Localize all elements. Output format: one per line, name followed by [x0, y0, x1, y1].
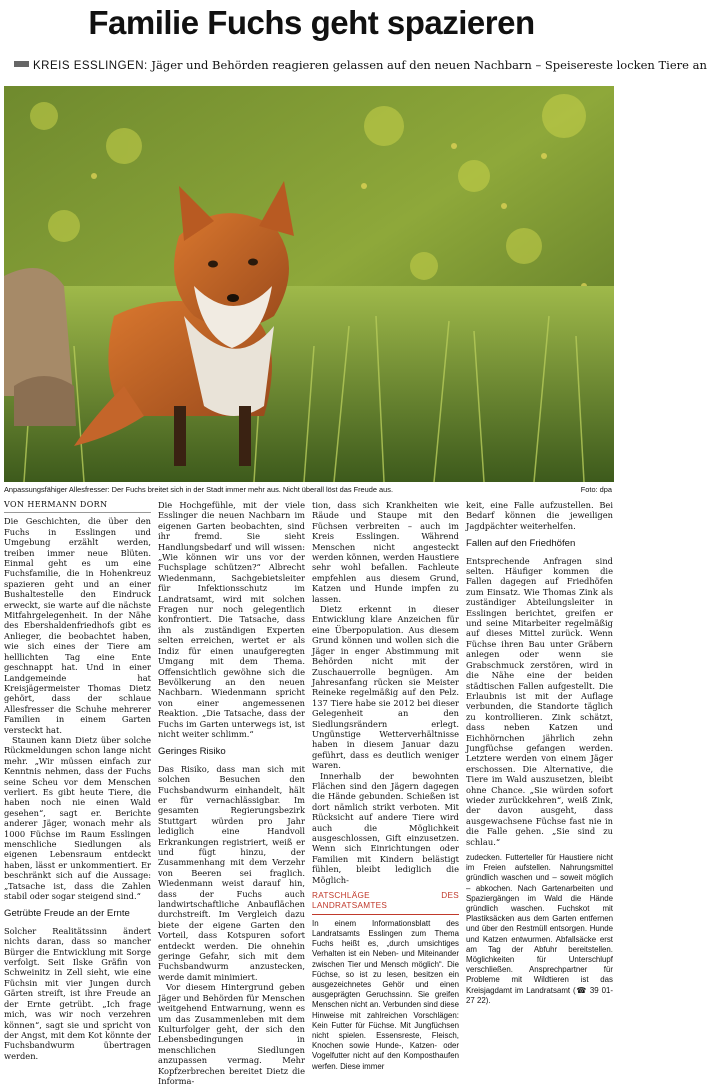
fox-photo [4, 86, 614, 482]
info-box-text: In einem Informationsblatt des Landratsamts Esslingen zum Thema Fuchs heißt es, „durch umsichtiges Verhalten ist ein Neben- und Miteinander zwischen Tier und Mensch möglich“. Die Füchse, so ist zu lesen, besitzen ein ausgezeichnetes Gehör und einen ausgeprägten Geruchssinn. Sie greifen Menschen nicht an. Verbunden sind diese Hinweise mit zahlreichen Vorschlägen: Kein Futter für Füchse. Mit Jungfüchsen nicht spielen. Essensreste, Fleisch, Knochen sowie Hunde-, Katzen- oder Vogelfutter nicht auf den Komposthaufen werfen. Diese immer [312, 918, 459, 1071]
subline-bar-icon [14, 61, 29, 67]
paragraph: Dietz erkennt in dieser Entwicklung klare Anzeichen für eine Überpopulation. Aus diesem Grund können und wollen sich die Jäger in enger Abstimmung mit Behörden nicht mit der Zuschauerrolle begnügen. Am Jahresanfang rücken sie Meister Reineke regelmäßig auf den Pelz. 137 Tiere habe sie 2012 bei dieser Gelegenheit an den Siedlungsrändern erlegt. Ungünstige Wetterverhältnisse haben in diesem Januar dazu geführt, dass es deutlich weniger waren. [312, 604, 459, 771]
paragraph: Innerhalb der bewohnten Flächen sind den Jägern dagegen die Hände gebunden. Schießen ist dort nämlich strikt verboten. Mit Rücksicht auf andere Tiere wird auch die Möglichkeit ausgeschlossen, Gift einzusetzen. Wenn sich Einrichtungen oder Familien mit Kindern belästigt fühlen, bleibt lediglich die Möglich- [312, 770, 459, 885]
paragraph: keit, eine Falle aufzustellen. Bei Bedarf können die jeweiligen Jagdpächter weiterhelfen. [466, 500, 613, 531]
paragraph: Die Hochgefühle, mit der viele Esslinger die neuen Nachbarn im eigenen Garten beobachten, sind ihr fremd. Sie sieht Handlungsbedarf und will wissen: „Wie können wir uns vor der Fuchsplage schützen?“ Albrecht Wiedenmann, Sachgebietsleiter für Infektionsschutz im Landratsamt, wird mit solchen Fragen nur noch gelegentlich konfrontiert. Die Tatsache, dass ihn als zuständigen Experten selten erreichen, wertet er als Indiz für einen unaufgeregten Umgang mit dem Thema. Offensichtlich gewöhne sich die Bevölkerung an den neuen Nachbarn. Wiedenmann spricht von einer angemessenen Reaktion. „Die Tatsache, dass der Fuchs im Garten unterwegs ist, ist nicht weiter schlimm.“ [158, 500, 305, 739]
caption-text: Anpassungsfähiger Allesfresser: Der Fuchs breitet sich in der Stadt immer mehr aus. Nicht überall löst das Freude aus. [4, 485, 394, 494]
paragraph: tion, dass sich Krankheiten wie Räude und Staupe mit den Füchsen verbreiten – auch im Kreis Esslingen. Während Menschen nicht angesteckt werden können, werden Haustiere sehr wohl befallen. Fachleute empfehlen aus diesem Grund, Katzen und Hunde impfen zu lassen. [312, 500, 459, 604]
paragraph: Die Geschichten, die über den Fuchs in Esslingen und Umgebung erzählt werden, treiben immer neue Blüten. Einmal geht es um eine Fuchsfamilie, die in Hohenkreuz spazieren geht und an einer Bushaltestelle den Eindruck erweckt, sie warte auf die nächste Mitfahrgelegenheit. In der Nähe des Ebershaldenfriedhofs gibt es Anlieger, die beobachtet haben, wie sich eines der Tiere am helllichten Tag eine Ente geschnappt hat. Und in einer Landgemeinde hat Kreisjägermeister Thomas Dietz gehört, dass der schlaue Allesfresser die Schuhe mehrerer Familien in einem Garten versteckt hat. [4, 516, 151, 735]
article-column-4 [466, 500, 613, 1005]
article-column-3 [312, 500, 459, 1071]
info-box-heading: RATSCHLÄGE DES LANDRATSAMTES [312, 891, 459, 915]
paragraph: Vor diesem Hintergrund geben Jäger und Behörden für Menschen weitgehend Entwarnung, wenn es um das Zusammenleben mit dem Kulturfolger geht, der sich den Lebensbedingungen in menschlichen Siedlungen anzupassen vermag. Mehr Kopfzerbrechen bereitet Dietz die Informa- [158, 982, 305, 1086]
paragraph: Entsprechende Anfragen sind selten. Häufiger kommen die Fallen dagegen auf Friedhöfen zum Einsatz. Wie Thomas Zink als zuständiger Abteilungsleiter in Esslingen berichtet, greifen er und seine Mitarbeiter regelmäßig auf dieses Mittel zurück. Wenn Füchse ihren Bau unter Gräbern anlegen oder wenn sie Grabschmuck zerstören, wird in die Nähe eine der beiden städtischen Fallen aufgestellt. Die Erlaubnis ist mit der Auflage verbunden, die Standorte täglich zu kontrollieren. Zink schätzt, dass neben Katzen und Eichhörnchen jährlich zehn Jungfüchse gefangen werden. Letztere werden von einem Jäger erschossen. Die Alternative, die Tiere im Wald auszusetzen, bleibt ohne Chance. „Sie würden sofort wieder zurückkehren“, weiß Zink, der davon ausgeht, dass ausgewachsene Füchse fast nie in die Falle gehen. „Sie sind zu schlau.“ [466, 555, 613, 847]
subheading: Getrübte Freude an der Ernte [4, 908, 130, 920]
paragraph: Solcher Realitätssinn ändert nichts daran, dass so mancher Bürger die Entwicklung mit Sorge verfolgt. Seit Ilske Gräfin von Schweinitz in Zell sieht, wie eine Füchsin mit vier Jungen durch Gärten streift, ist ihre Freude an der Ernte getrübt. „Ich frage mich, was wir noch verzehren können“, sagt sie und spricht von der Angst, mit dem Kot könnte der Fuchsbandwurm übertragen werden. [4, 925, 151, 1061]
subline [14, 58, 707, 72]
subline-location: KREIS ESSLINGEN: [33, 60, 148, 72]
photo-credit: Foto: dpa [580, 485, 612, 494]
fox-illustration [4, 86, 614, 482]
paragraph: Das Risiko, dass man sich mit solchen Besuchen den Fuchsbandwurm einhandelt, hält er für vernachlässigbar. Im gesamten Regierungsbezirk Stuttgart würden pro Jahr lediglich eine Handvoll Erkrankungen registriert, weiß er und fügt hinzu, der Zusammenhang mit dem Verzehr von Beeren sei fraglich. Wiedenmann weist darauf hin, dass der Fuchs auch landwirtschaftliche Anbauflächen durchstreift. Im Vergleich dazu biete der eigene Garten den Vorteil, dass Kotspuren sofort entdeckt werden. Die ohnehin geringe Gefahr, sich mit dem Fuchsbandwurm anzustecken, werde damit minimiert. [158, 763, 305, 982]
paragraph: Staunen kann Dietz über solche Rückmeldungen schon lange nicht mehr. „Wir müssen einfach zur Kenntnis nehmen, dass der Fuchs seine Scheu vor dem Menschen verliert. Es gibt heute Tiere, die haben noch nie einen Wald gesehen“, sagt er. Berichte anderer Jäger, wonach mehr als 1000 Füchse im Raum Esslingen menschliche Siedlungen als eigenen Lebensraum entdeckt haben, lässt er unkommentiert. Er beschränkt sich auf die Aussage: „Tatsache ist, dass die Zahlen stabil oder sogar steigend sind.“ [4, 734, 151, 902]
info-box-text-continued: zudecken. Futterteller für Haustiere nicht im Freien aufstellen. Nahrungsmittel gründlich waschen und – soweit möglich – abkochen. Nach Gartenarbeiten und Spaziergängen im Wald die Hände gründlich waschen. Fuchskot mit Plastiksäcken aus dem Garten entfernen und über den Restmüll entsorgen. Hunde und Katzen entwurmen. Abfallsäcke erst am Tag der Abfuhr bereitstellen. Möglichkeiten für Unterschlupf verschließen. Ansprechpartner für Probleme mit Wildtieren ist das Kreisjagdamt im Landratsamt (☎ 39 01-27 22). [466, 853, 613, 1005]
article-column-2 [158, 500, 305, 1086]
headline: Familie Fuchs geht spazieren [88, 4, 535, 41]
byline: VON HERMANN DORN [4, 500, 151, 513]
photo-caption [4, 485, 614, 494]
subline-text: Jäger und Behörden reagieren gelassen auf den neuen Nachbarn – Speisereste locken Tiere an [151, 58, 707, 72]
subheading: Fallen auf den Friedhöfen [466, 538, 576, 550]
article-column-1 [4, 500, 151, 1061]
subheading: Geringes Risiko [158, 746, 226, 758]
